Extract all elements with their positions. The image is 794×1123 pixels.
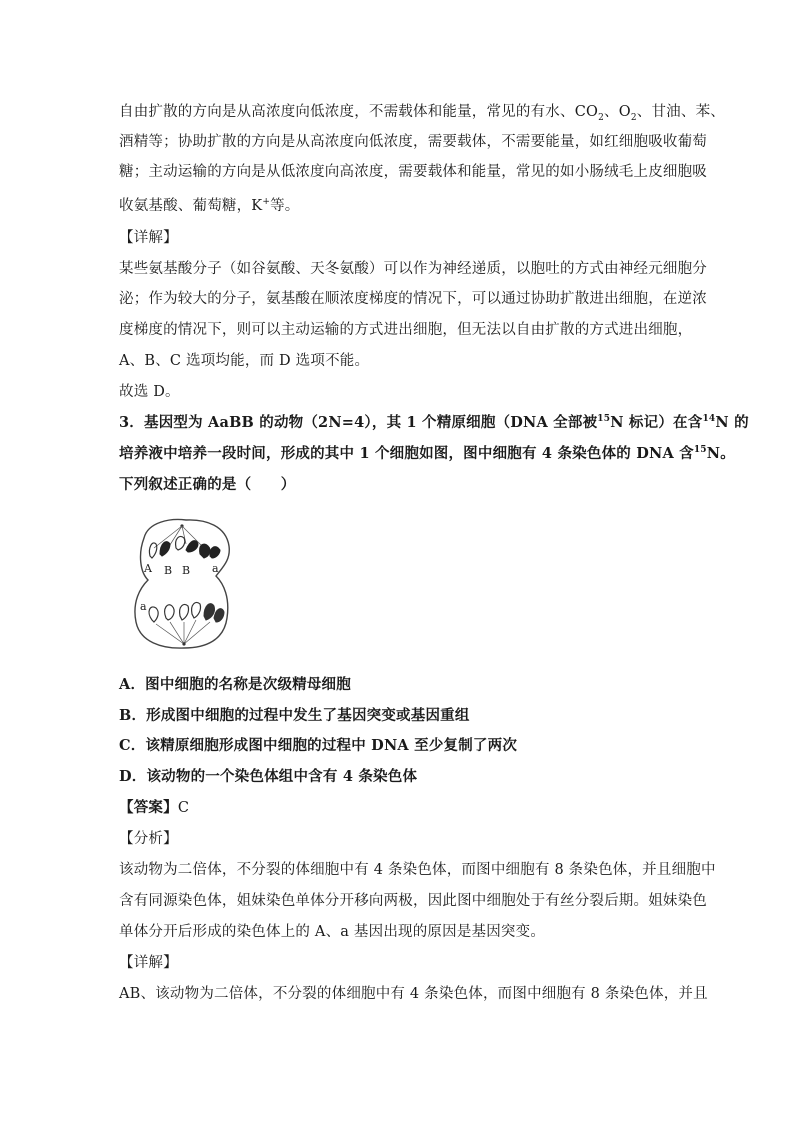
option-a: A．图中细胞的名称是次级精母细胞	[119, 676, 351, 693]
option-b: B．形成图中细胞的过程中发生了基因突变或基因重组	[119, 707, 470, 724]
intro-line-4: 收氨基酸、葡萄糖，K+等。	[119, 197, 300, 214]
detail-line-4: A、B、C 选项均能，而 D 选项不能。	[119, 353, 370, 369]
detail-line-2: 泌；作为较大的分子，氨基酸在顺浓度梯度的情况下，可以通过协助扩散进出细胞，在逆浓	[119, 291, 707, 307]
gene-label-B-2: B	[182, 564, 191, 577]
answer-value: C	[177, 800, 190, 816]
detail-line-1: 某些氨基酸分子（如谷氨酸、天冬氨酸）可以作为神经递质，以胞吐的方式由神经元细胞分	[119, 261, 707, 277]
option-d: D．该动物的一个染色体组中含有 4 条染色体	[119, 768, 418, 785]
intro-line-3: 糖；主动运输的方向是从低浓度向高浓度，需要载体和能量，常见的如小肠绒毛上皮细胞吸	[119, 164, 707, 180]
analysis-line-3: 单体分开后形成的染色体上的 A、a 基因出现的原因是基因突变。	[119, 924, 546, 940]
question-line-1: 3．基因型为 AaBB 的动物（2N=4），其 1 个精原细胞（DNA 全部被$^{15}$N 标记）在含$^{14}$N 的	[119, 414, 749, 431]
gene-label-a-bottom: a	[140, 600, 147, 613]
analysis-line-1: 该动物为二倍体，不分裂的体细胞中有 4 条染色体，而图中细胞有 8 条染色体，并且细胞中	[119, 862, 716, 878]
gene-label-A: A	[144, 562, 152, 575]
question-line-3: 下列叙述正确的是（ ）	[119, 476, 296, 493]
detail2-heading: 【详解】	[119, 955, 178, 971]
answer-line	[119, 798, 689, 818]
spindle-fibers-bottom	[156, 620, 210, 644]
detail-line-3: 度梯度的情况下，则可以主动运输的方式进出细胞，但无法以自由扩散的方式进出细胞，	[119, 322, 693, 338]
chromosomes-top	[149, 536, 220, 558]
question-line-2: 培养液中培养一段时间，形成的其中 1 个细胞如图，图中细胞有 4 条染色体的 DNA 含$^{15}$N。	[119, 445, 735, 462]
spindle-pole-bottom	[182, 642, 185, 645]
intro-line-2: 酒精等；协助扩散的方向是从高浓度向低浓度，需要载体，不需要能量，如红细胞吸收葡萄	[119, 134, 707, 150]
chromosomes-bottom	[149, 602, 224, 622]
option-c: C．该精原细胞形成图中细胞的过程中 DNA 至少复制了两次	[119, 737, 518, 754]
answer-label: 【答案】	[119, 799, 178, 816]
gene-label-B-1: B	[164, 564, 173, 577]
intro-line-1: 自由扩散的方向是从高浓度向低浓度，不需载体和能量，常见的有水、$CO_2$、$O_2$、甘油、苯、	[119, 104, 725, 123]
analysis-line-2: 含有同源染色体，姐妹染色单体分开移向两极，因此图中细胞处于有丝分裂后期。姐妹染色	[119, 893, 707, 909]
analysis-heading: 【分析】	[119, 831, 178, 847]
gene-label-a-top: a	[212, 562, 219, 575]
detail-line-5: 故选 D。	[119, 384, 180, 400]
detail-heading: 【详解】	[119, 230, 178, 246]
cell-division-figure	[126, 514, 238, 656]
detail2-line-1: AB、该动物为二倍体，不分裂的体细胞中有 4 条染色体，而图中细胞有 8 条染色体，并且	[119, 986, 708, 1002]
cell-membrane	[135, 520, 229, 649]
